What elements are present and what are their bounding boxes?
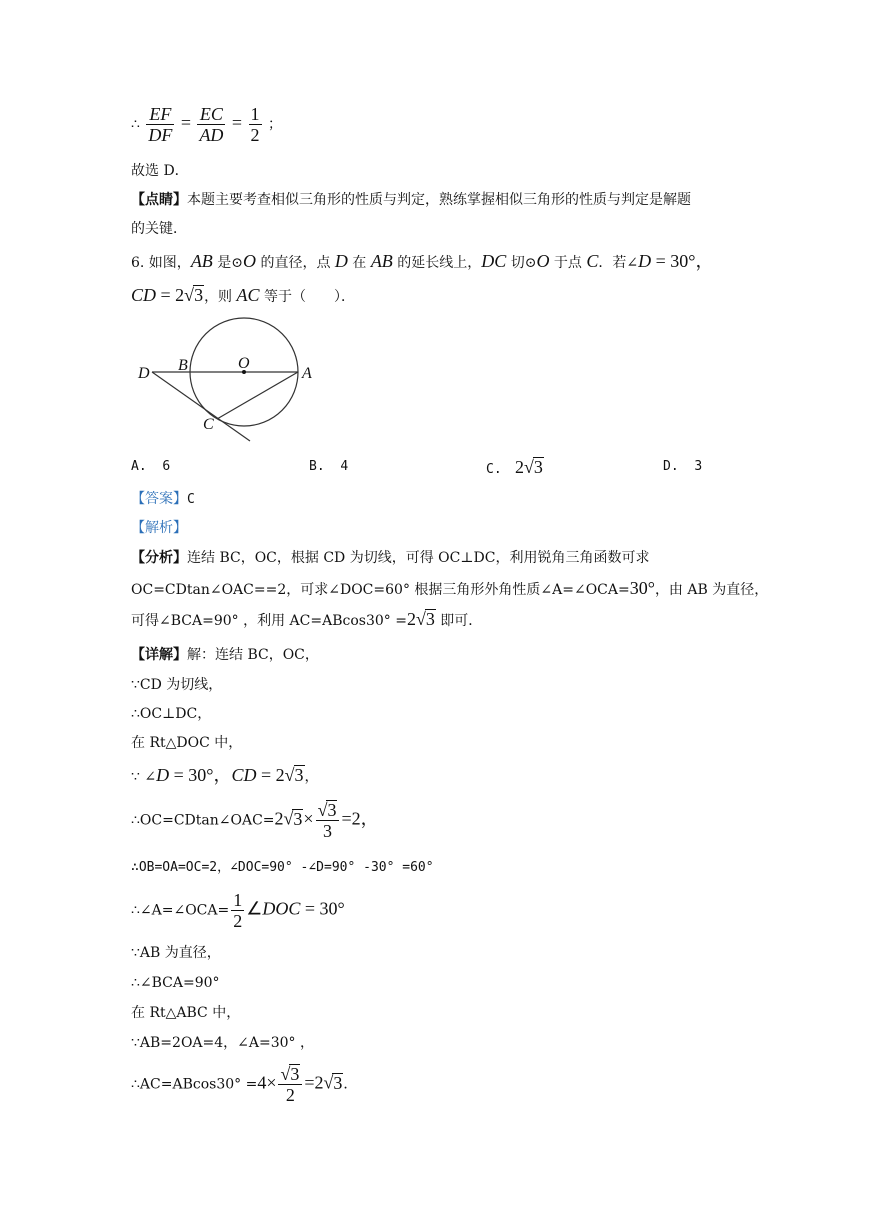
fraction-ef-df: $\frac{EF}{DF}$ [148,104,173,145]
analysis-tag: 【解析】 [131,520,187,536]
detail-line-1: ∵CD 为切线， [131,677,223,693]
fenxi-line-3: 可得∠BCA=90° ，利用 AC=ABcos30° =2√3 即可． [131,609,483,629]
ratio-line: ∴ $\frac{EF}{DF}$ = $\frac{EC}{AD}$ = $\frac{1}{2}$ ； [131,104,282,145]
tangent-dc [152,372,250,441]
detail-line-9: ∴∠BCA=90° [131,975,220,991]
dianjing-line-2: 的关键． [131,221,187,237]
dianjing-tag: 【点睛】 [131,192,187,208]
label-b: B [178,357,188,374]
label-a: A [302,365,312,382]
circle-tangent-figure [130,312,330,447]
label-d: D [138,365,150,382]
question-6-line-2: CD = 2√3，则 AC 等于（ ）． [131,285,355,305]
detail-tag: 【详解】 [131,647,187,663]
detail-line-2: ∴OC⊥DC， [131,706,212,722]
detail-line-11: ∵AB=2OA=4，∠A=30° ， [131,1035,315,1051]
fraction-ec-ad: $\frac{EC}{AD}$ [199,104,224,145]
option-c: C. 2√3 [486,457,543,477]
dianjing-line: 【点睛】本题主要考查相似三角形的性质与判定，熟练掌握相似三角形的性质与判定是解题 [131,192,691,208]
fenxi-line-2: OC=CDtan∠OAC==2，可求∠DOC=60° 根据三角形外角性质∠A=∠OCA=30°，由 AB 为直径， [131,578,769,598]
detail-line-8: ∵AB 为直径， [131,945,221,961]
answer-line: 【答案】C [131,491,195,507]
option-b: B. 4 [309,459,349,474]
fenxi-line-1: 【分析】连结 BC，OC，根据 CD 为切线，可得 OC⊥DC，利用锐角三角函数可求 [131,550,650,566]
chord-ca [217,372,298,419]
therefore-symbol: ∴ [131,116,140,133]
fraction-one-half: $\frac{1}{2}$ [250,104,260,145]
option-d: D. 3 [663,459,703,474]
fenxi-tag: 【分析】 [131,550,187,566]
detail-line-12: ∴AC=ABcos30° =4× $\frac{√3}{2}$ =2√3． [131,1064,358,1105]
label-c: C [203,416,214,433]
detail-line-7: ∴∠A=∠OCA= $\frac{1}{2}$ ∠DOC = 30° [131,890,345,931]
choose-d-line: 故选 D． [131,163,189,179]
detail-line-3: 在 Rt△DOC 中， [131,735,243,751]
detail-line-0: 【详解】解：连结 BC，OC， [131,647,319,663]
detail-line-4: ∵ ∠D = 30°，CD = 2√3， [131,765,319,785]
label-o: O [238,355,250,372]
fraction-one-half-b: $\frac{1}{2}$ [233,890,243,931]
detail-line-10: 在 Rt△ABC 中， [131,1005,241,1021]
fraction-root3-over-3: $\frac{√3}{3}$ [316,800,340,841]
answer-tag: 【答案】 [131,491,187,507]
question-6-line-1: 6. 如图，AB 是⊙O 的直径，点 D 在 AB 的延长线上，DC 切⊙O 于点 C．若∠D = 30°， [131,251,714,271]
detail-line-5: ∴OC=CDtan∠OAC=2√3× $\frac{√3}{3}$ =2， [131,800,379,841]
detail-line-6: ∴OB=OA=OC=2，∠DOC=90° -∠D=90° -30° =60° [131,860,434,875]
option-a: A. 6 [131,459,171,474]
fraction-root3-over-2: $\frac{√3}{2}$ [278,1064,302,1105]
